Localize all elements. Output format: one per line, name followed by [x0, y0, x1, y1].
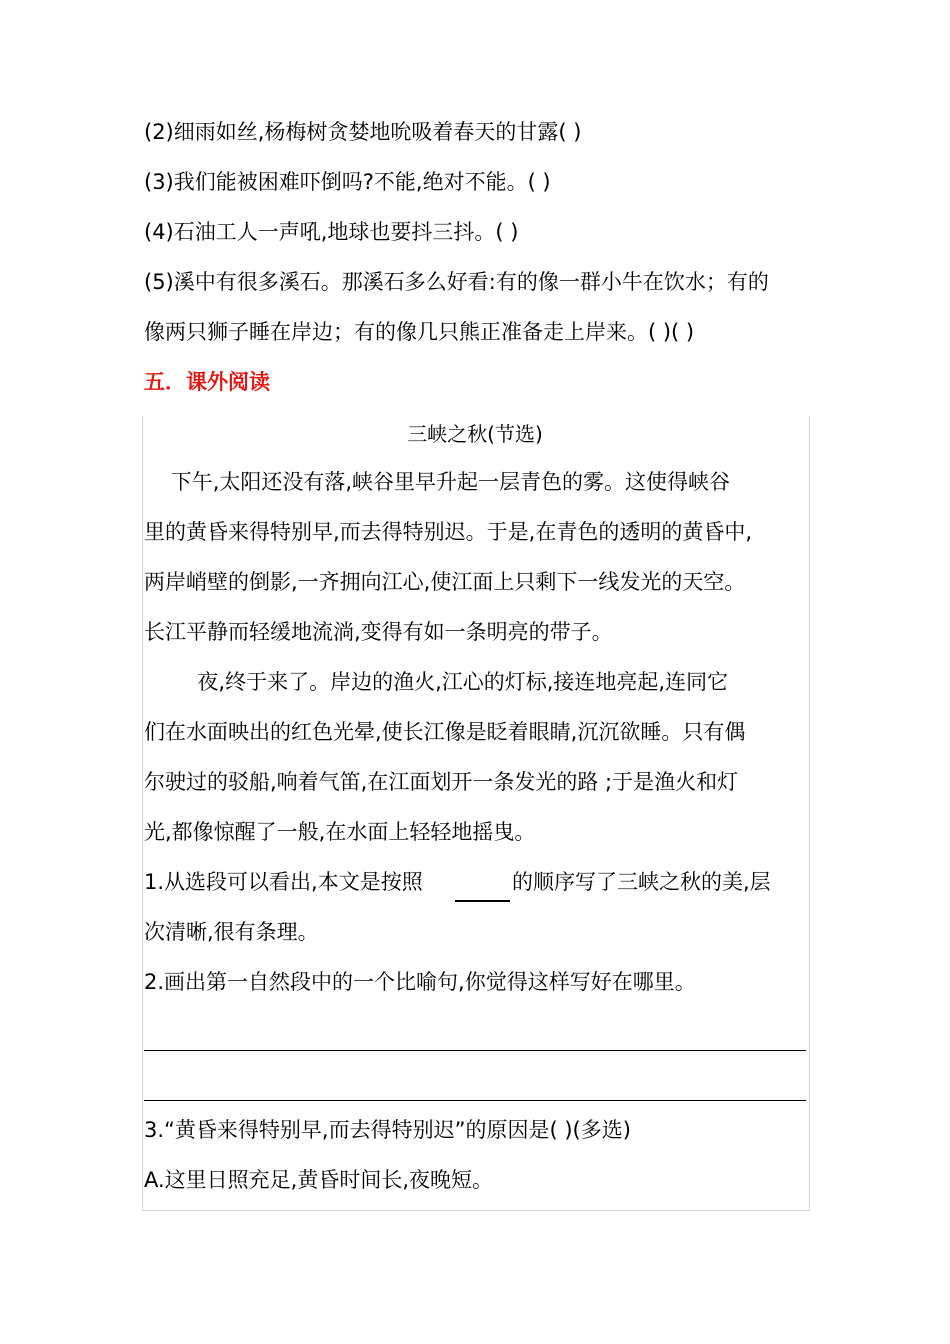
- question-5-line-2: 像两只狮子睡在岸边；有的像几只熊正准备走上岸来。( )( ): [144, 320, 695, 344]
- paragraph-1-line-3: 两岸峭壁的倒影,一齐拥向江心,使江面上只剩下一线发光的天空。: [144, 570, 746, 594]
- answer-line-2[interactable]: [144, 1100, 806, 1101]
- reading-question-2: 2.画出第一自然段中的一个比喻句,你觉得这样写好在哪里。: [144, 970, 696, 994]
- article-title: 三峡之秋(节选): [407, 422, 543, 446]
- paragraph-2-line-3: 尔驶过的驳船,响着气笛,在江面划开一条发光的路 ;于是渔火和灯: [144, 770, 739, 794]
- section-title: 五．课外阅读: [144, 370, 270, 394]
- question-5-line-1: (5)溪中有很多溪石。那溪石多么好看:有的像一群小牛在饮水；有的: [144, 270, 769, 294]
- reading-question-3: 3.“黄昏来得特别早,而去得特别迟”的原因是( )(多选): [144, 1118, 631, 1142]
- answer-blank[interactable]: [455, 900, 510, 902]
- paragraph-2-line-1: 夜,终于来了。岸边的渔火,江心的灯标,接连地亮起,连同它: [144, 670, 729, 694]
- paragraph-1-line-2: 里的黄昏来得特别早,而去得特别迟。于是,在青色的透明的黄昏中,: [144, 520, 753, 544]
- reading-question-1-line-2: 次清晰,很有条理。: [144, 920, 319, 944]
- option-a: A.这里日照充足,黄昏时间长,夜晚短。: [144, 1168, 494, 1192]
- question-4: (4)石油工人一声吼,地球也要抖三抖。( ): [144, 220, 519, 244]
- answer-line-1[interactable]: [144, 1050, 806, 1051]
- question-3: (3)我们能被困难吓倒吗?不能,绝对不能。( ): [144, 170, 551, 194]
- paragraph-1-line-1: 下午,太阳还没有落,峡谷里早升起一层青色的雾。这使得峡谷: [144, 470, 731, 494]
- question-2: (2)细雨如丝,杨梅树贪婪地吮吸着春天的甘露( ): [144, 120, 582, 144]
- reading-question-1-part-2: 的顺序写了三峡之秋的美,层: [512, 870, 771, 894]
- paragraph-2-line-2: 们在水面映出的红色光晕,使长江像是眨着眼睛,沉沉欲睡。只有偶: [144, 720, 746, 744]
- paragraph-2-line-4: 光,都像惊醒了一般,在水面上轻轻地摇曳。: [144, 820, 536, 844]
- reading-question-1-part-1: 1.从选段可以看出,本文是按照: [144, 870, 423, 894]
- paragraph-1-line-4: 长江平静而轻缓地流淌,变得有如一条明亮的带子。: [144, 620, 613, 644]
